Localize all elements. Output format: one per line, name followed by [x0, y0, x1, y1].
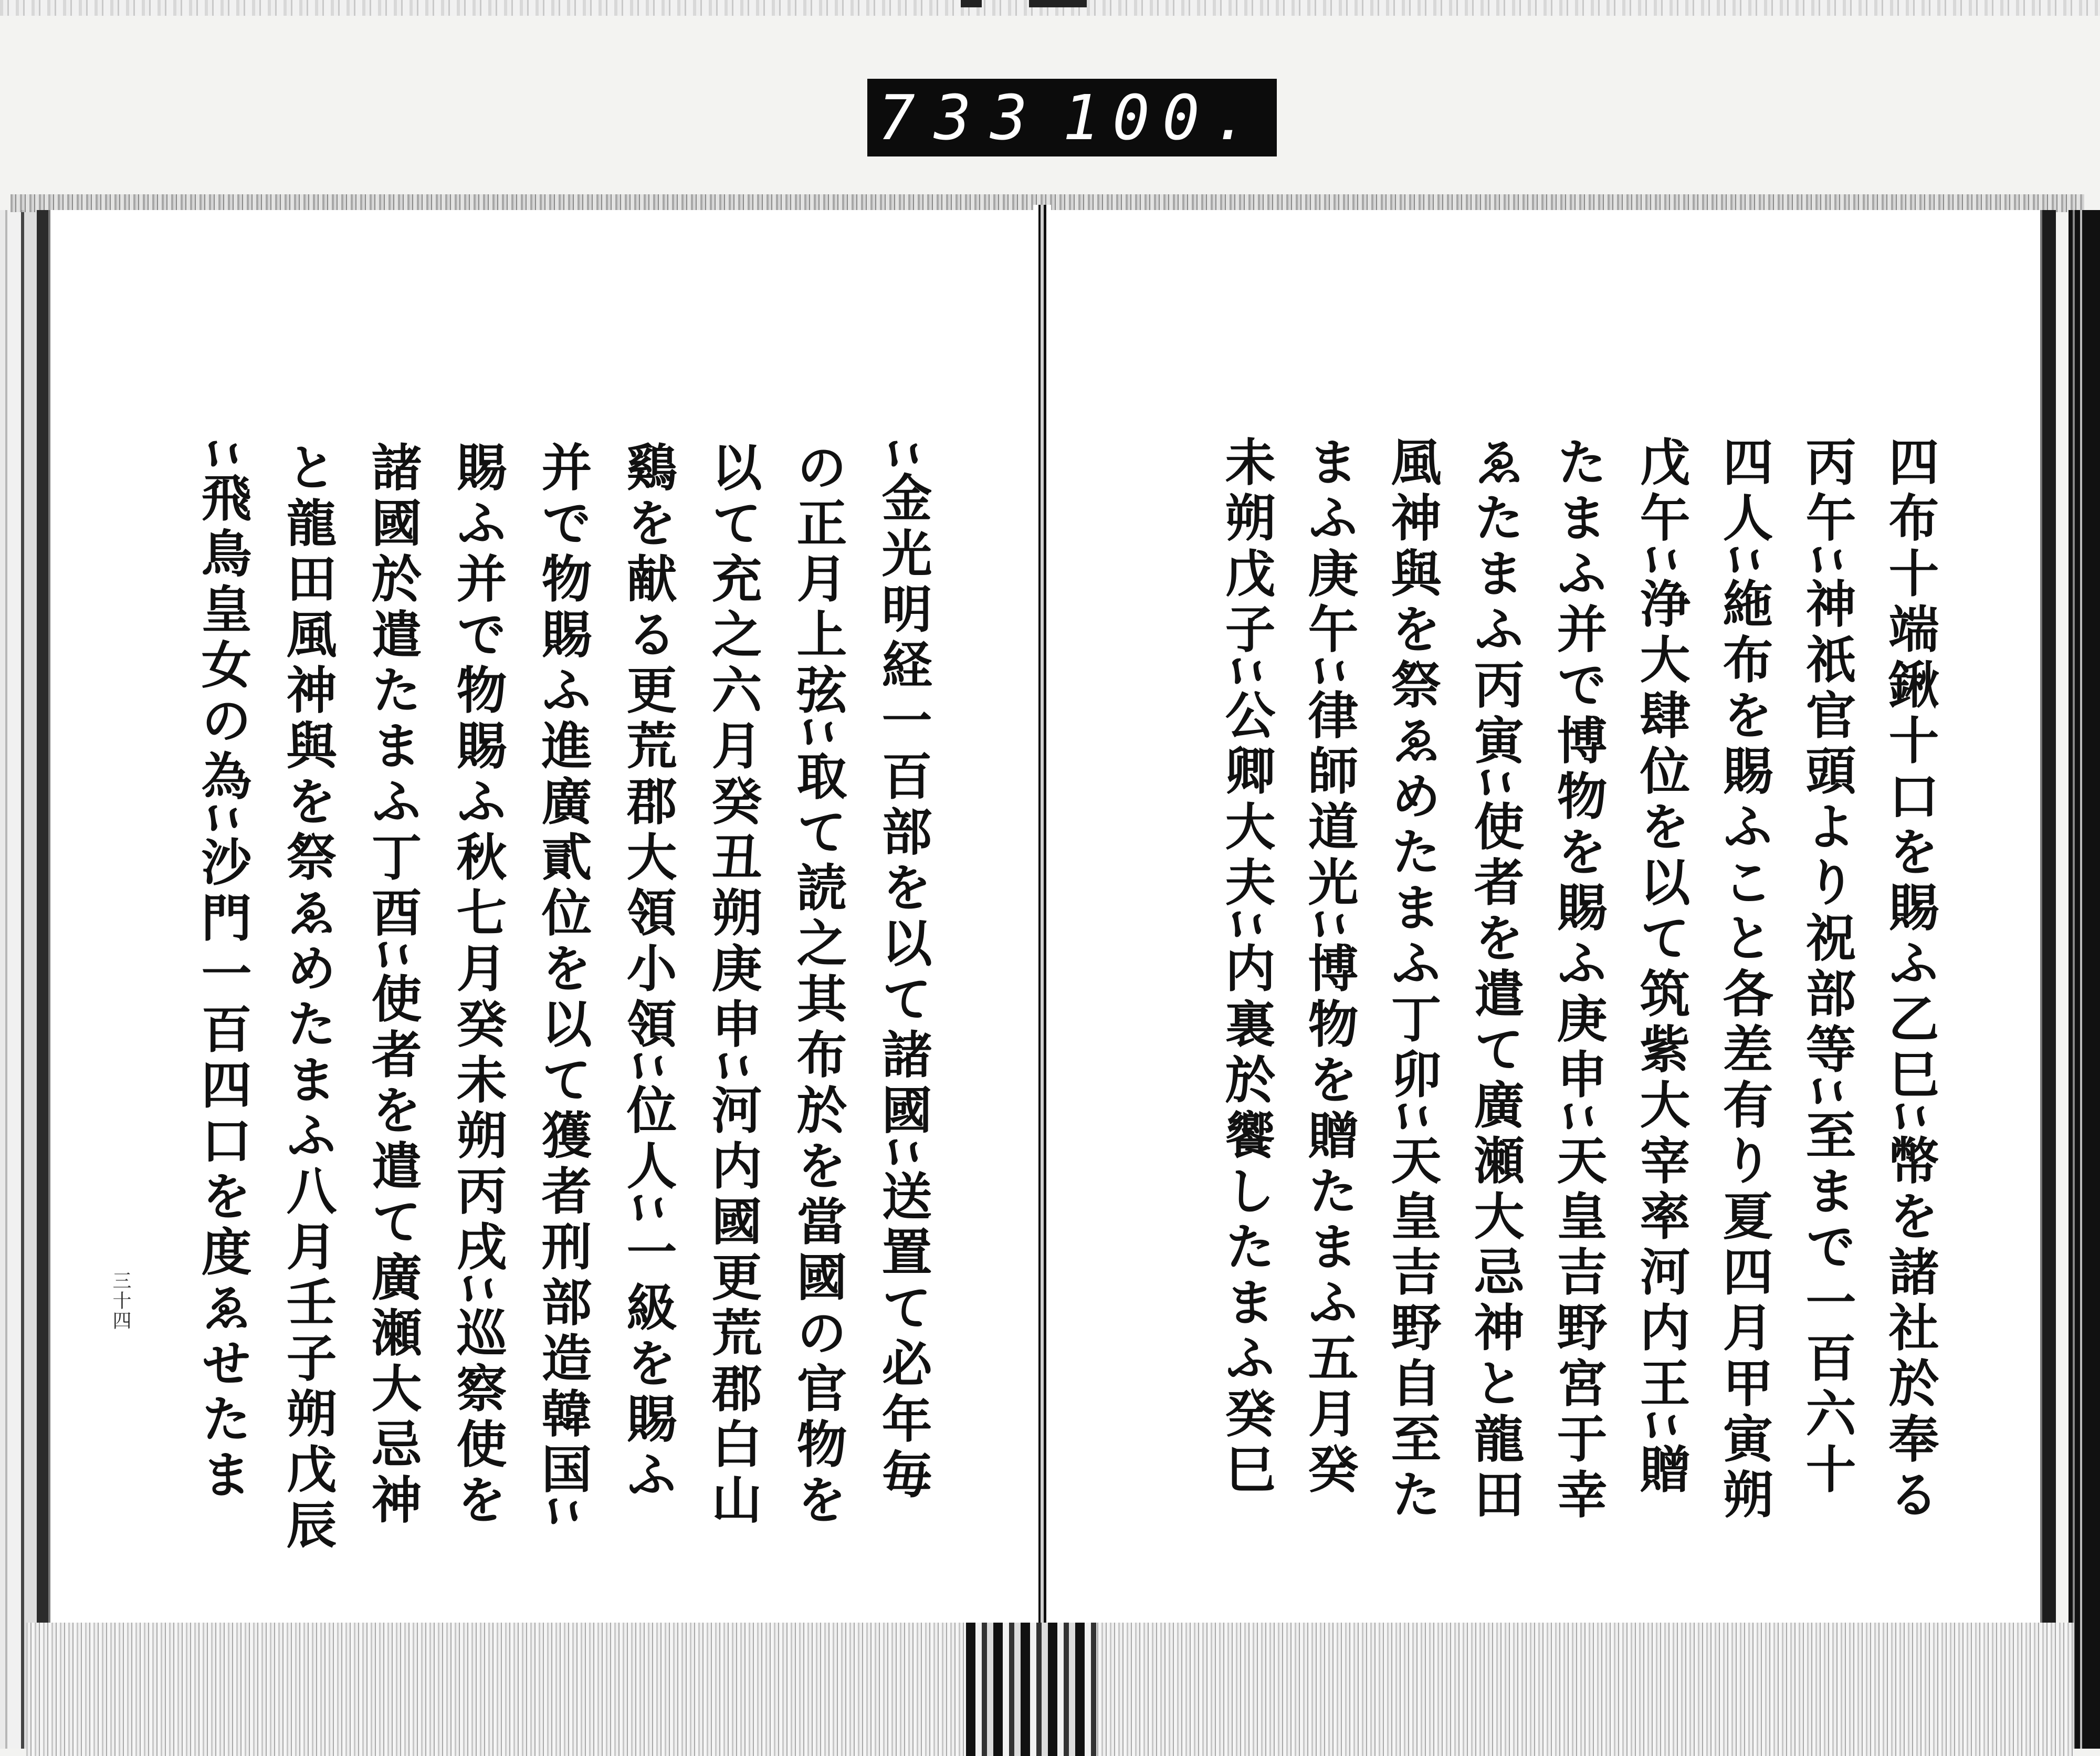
- page-number: 三十四: [110, 1271, 131, 1331]
- text-column: と龍田風神與を祭ゑめたまふ八月壬子朔戊辰: [278, 441, 338, 1554]
- book-spine-bottom: [966, 1623, 1097, 1756]
- right-page: [1050, 210, 2056, 1638]
- top-edge-mark: [961, 0, 982, 7]
- text-column: 四人ﾆ絁布を賜ふこと各差有り夏四月甲寅朔: [1715, 436, 1774, 1524]
- text-column: 諸國於遣たまふ丁酉ﾆ使者を遣て廣瀬大忌神: [363, 441, 423, 1529]
- text-column: 以て充之六月癸丑朔庚申ﾆ河内國更荒郡白山: [704, 441, 763, 1529]
- text-column: まふ庚午ﾆ律師道光ﾆ博物を贈たまふ五月癸: [1300, 436, 1359, 1499]
- frame-number: 733: [878, 81, 1047, 154]
- left-page: [37, 210, 1046, 1638]
- text-column: の正月上弦ﾆ取て読之其布於を當國の官物を: [789, 441, 848, 1529]
- right-page-edge: [2068, 210, 2100, 1749]
- text-column: ゑたまふ丙寅ﾆ使者を遣て廣瀬大忌神と龍田: [1466, 436, 1525, 1524]
- text-column: 未朔戊子ﾆ公卿大夫ﾆ内裏於饗したまふ癸巳: [1217, 436, 1276, 1499]
- frame-reduction: 100.: [1062, 81, 1262, 154]
- text-column: 四布十端鍬十口を賜ふ乙巳ﾆ幣を諸社於奉る: [1881, 436, 1940, 1524]
- left-page-edge: [0, 210, 38, 1749]
- text-column: 風神與を祭ゑめたまふ丁卯ﾆ天皇吉野自至た: [1383, 436, 1442, 1524]
- book-gutter: [1033, 205, 1051, 1644]
- text-column: たまふ并で博物を賜ふ庚申ﾆ天皇吉野宮于幸: [1549, 436, 1608, 1524]
- microfilm-frame-label: [867, 79, 1277, 156]
- text-column: ﾆ金光明経一百部を以て諸國ﾆ送置て必年毎: [874, 441, 933, 1504]
- text-column: 丙午ﾆ神祇官頭より祝部等ﾆ至まで一百六十: [1798, 436, 1857, 1499]
- open-book: [0, 194, 2100, 1756]
- text-column: ﾆ飛鳥皇女の為ﾆ沙門一百四口を度ゑせたま: [193, 441, 253, 1504]
- text-column: 戊午ﾆ浄大肆位を以て筑紫大宰率河内王ﾆ贈: [1632, 436, 1691, 1499]
- top-edge-mark: [1029, 0, 1087, 7]
- text-column: 賜ふ并で物賜ふ秋七月癸未朔丙戌ﾆ巡察使を: [448, 441, 508, 1529]
- text-column: 鷄を献る更荒郡大領小領ﾆ位人ﾆ一級を賜ふ: [618, 441, 678, 1504]
- text-column: 并で物賜ふ進廣貳位を以て獲者刑部造韓国ﾆ: [533, 441, 593, 1529]
